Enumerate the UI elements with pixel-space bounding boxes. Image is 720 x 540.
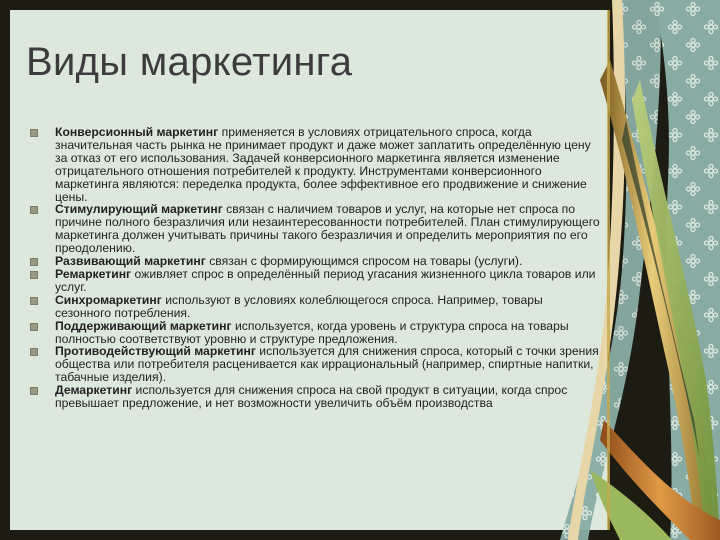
item-term: Поддерживающий маркетинг [55, 318, 232, 333]
item-text: используется, когда уровень и структура спроса на товары полностью соответствуют уровню и структуре предложения. [55, 318, 569, 346]
list-item [30, 320, 600, 346]
marketing-types-list [30, 126, 600, 410]
square-bullet-icon [30, 348, 38, 356]
list-item [30, 345, 600, 384]
item-term: Противодействующий маркетинг [55, 344, 256, 359]
item-term: Конверсионный маркетинг [55, 125, 219, 139]
list-item [30, 294, 600, 320]
square-bullet-icon [30, 271, 38, 279]
square-bullet-icon [30, 297, 38, 305]
slide-title: Виды маркетинга [26, 40, 353, 84]
square-bullet-icon [30, 206, 38, 214]
square-bullet-icon [30, 258, 38, 266]
item-term: Синхромаркетинг [55, 292, 162, 307]
square-bullet-icon [30, 323, 38, 331]
list-item [30, 268, 600, 294]
item-text: применяется в условиях отрицательного спроса, когда значительная часть рынка не принимает продукт и даже может заплатить определённую цену за отказ от его использования. Задачей конверсионного маркетинга является изменение отрицательного отношения потребителей к продукту. Инструментами конверсионного маркетинга являются: переделка продукта, более эффективное его продвижение и снижение цены. [55, 125, 591, 204]
item-text: используется для снижения спроса на свой продукт в ситуации, когда спрос превышает предложение, и нет возможности увеличить объём производства [55, 383, 568, 411]
item-text: связан с формирующимся спросом на товары (услуги). [205, 254, 523, 269]
item-text: оживляет спрос в определённый период угасания жизненного цикла товаров или услуг. [55, 266, 596, 294]
square-bullet-icon [30, 129, 38, 137]
item-text: связан с наличием товаров и услуг, на которые нет спроса по причине полного безразличия или незаинтересованности потребителей. План стимулирующего маркетинга должен учитывать причины такого безразличия и определить мероприятия по его преодолению. [55, 202, 600, 256]
item-term: Стимулирующий маркетинг [55, 202, 223, 217]
square-bullet-icon [30, 387, 38, 395]
item-text: используют в условиях колеблющегося спроса. Например, товары сезонного потребления. [55, 292, 543, 320]
list-item [30, 384, 600, 410]
item-term: Развивающий маркетинг [55, 254, 206, 269]
list-item [30, 126, 600, 203]
list-item [30, 203, 600, 255]
item-term: Демаркетинг [55, 383, 133, 398]
item-text: используется для снижения спроса, который с точки зрения общества или потребителя расценивается как иррациональный (например, спиртные напитки, табачные изделия). [55, 344, 599, 385]
item-term: Ремаркетинг [55, 266, 132, 281]
